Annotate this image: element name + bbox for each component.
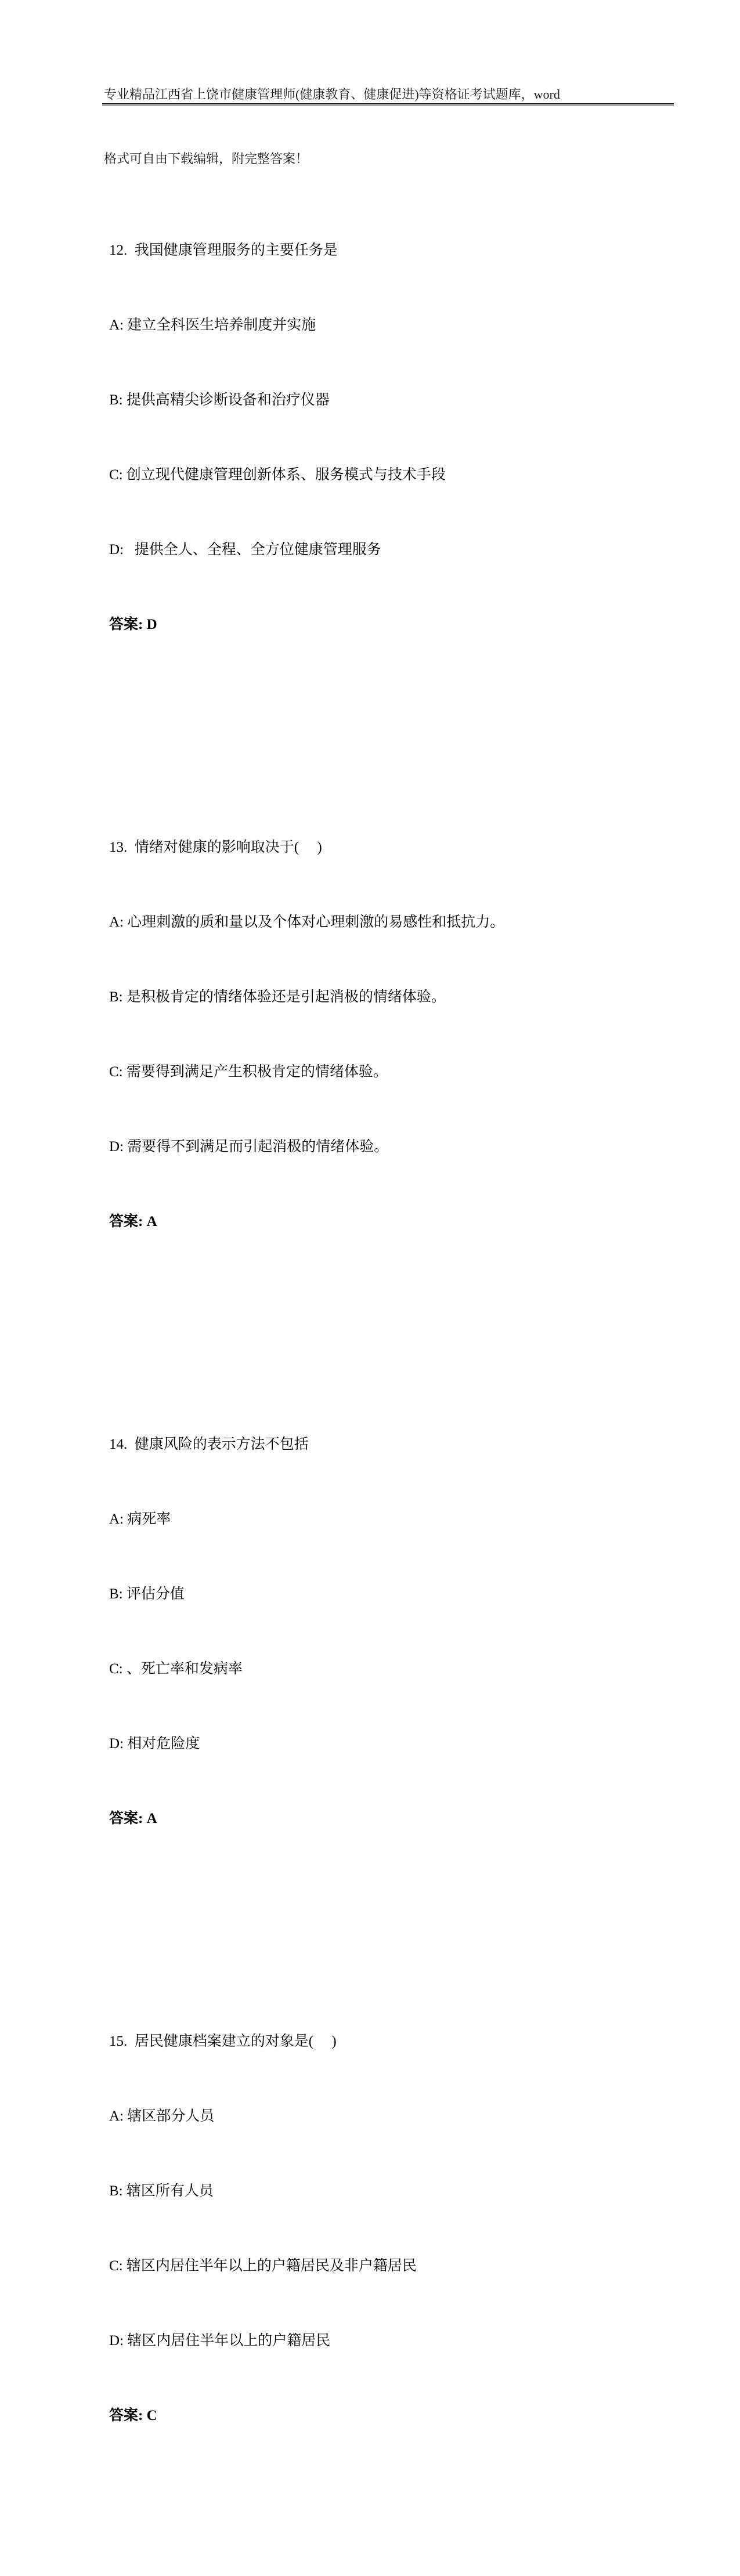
question-block-13 [109, 785, 675, 1284]
question-option-a: A: 心理刺激的质和量以及个体对心理刺激的易感性和抵抗力。 [109, 914, 505, 930]
question-stem: 14. 健康风险的表示方法不包括 [109, 1437, 309, 1452]
header-line-1: 专业精品江西省上饶市健康管理师(健康教育、健康促进)等资格证考试题库，word [104, 87, 560, 102]
question-option-c: C: 、死亡率和发病率 [109, 1661, 243, 1677]
header-divider-rule [102, 103, 674, 106]
question-answer: 答案: A [109, 1214, 157, 1229]
question-option-c: C: 需要得到满足产生积极肯定的情绪体验。 [109, 1064, 388, 1080]
header-line-2: 格式可自由下载编辑，附完整答案！ [104, 151, 309, 166]
question-option-b: B: 评估分值 [109, 1586, 185, 1602]
question-option-a: A: 建立全科医生培养制度并实施 [109, 317, 316, 333]
question-option-b: B: 提供高精尖诊断设备和治疗仪器 [109, 392, 330, 408]
document-body [109, 113, 675, 2576]
question-block-14 [109, 1382, 675, 1881]
question-option-b: B: 是积极肯定的情绪体验还是引起消极的情绪体验。 [109, 989, 446, 1005]
question-option-c: C: 创立现代健康管理创新体系、服务模式与技术手段 [109, 467, 446, 483]
question-answer: 答案: D [109, 617, 157, 632]
question-option-a: A: 辖区部分人员 [109, 2108, 215, 2124]
question-option-a: A: 病死率 [109, 1511, 171, 1527]
question-block-15 [109, 1979, 675, 2478]
question-stem: 15. 居民健康档案建立的对象是( ) [109, 2034, 337, 2049]
question-stem: 13. 情绪对健康的影响取决于( ) [109, 840, 322, 855]
question-option-d: D: 相对危险度 [109, 1736, 200, 1752]
question-option-d: D: 辖区内居住半年以上的户籍居民 [109, 2333, 331, 2349]
question-answer: 答案: A [109, 1811, 157, 1826]
question-stem: 12. 我国健康管理服务的主要任务是 [109, 243, 338, 258]
question-option-c: C: 辖区内居住半年以上的户籍居民及非户籍居民 [109, 2258, 417, 2274]
question-option-b: B: 辖区所有人员 [109, 2183, 214, 2199]
question-option-d: D: 需要得不到满足而引起消极的情绪体验。 [109, 1139, 389, 1155]
question-option-d: D: 提供全人、全程、全方位健康管理服务 [109, 542, 381, 558]
question-answer: 答案: C [109, 2408, 157, 2423]
question-block-12 [109, 188, 675, 687]
